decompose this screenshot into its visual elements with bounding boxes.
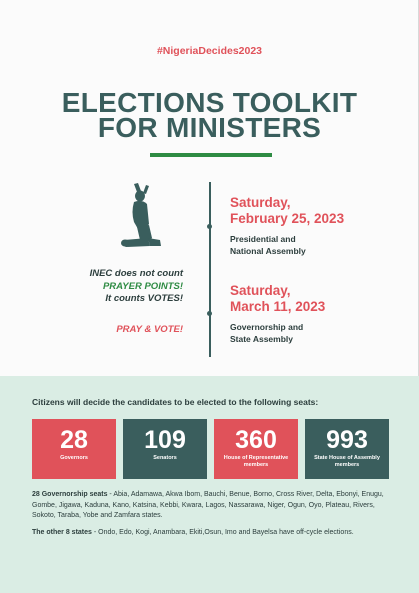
off-cycle-lead: The other 8 states <box>32 529 92 536</box>
page-title <box>0 87 419 143</box>
title-line-1: ELECTIONS TOOLKIT <box>61 87 358 118</box>
seats-panel <box>0 376 419 593</box>
date-weekday: Saturday, <box>230 195 291 210</box>
stat-number: 360 <box>235 426 277 454</box>
message-line-3: It counts VOTES! <box>105 293 183 304</box>
stat-senators <box>123 419 207 479</box>
seats-intro: Citizens will decide the candidates to be elected to the following seats: <box>32 397 319 407</box>
elections-line: National Assembly <box>230 246 306 256</box>
stat-label: Governors <box>60 455 88 461</box>
title-underline <box>150 153 272 157</box>
timeline-elections-1 <box>230 233 306 257</box>
timeline-dot <box>207 311 212 316</box>
governorship-lead: 28 Governorship seats <box>32 491 108 498</box>
elections-line: State Assembly <box>230 334 293 344</box>
pray-and-vote: PRAY & VOTE! <box>116 324 183 335</box>
date-day: February 25, 2023 <box>230 211 345 226</box>
message-line-1: INEC does not count <box>89 268 183 279</box>
timeline-dot <box>207 224 212 229</box>
date-weekday: Saturday, <box>230 283 291 298</box>
off-cycle-list: - Ondo, Edo, Kogi, Anambara, Ekiti,Osun, Imo and Bayelsa have off-cycle elections. <box>91 529 354 536</box>
stat-reps <box>214 419 298 479</box>
title-line-2: FOR MINISTERS <box>97 112 322 143</box>
off-cycle-states <box>32 528 392 538</box>
governorship-states <box>32 490 392 522</box>
stat-label: State House of Assembly members <box>314 455 380 468</box>
stat-state-assembly <box>305 419 389 479</box>
elections-line: Governorship and <box>230 322 304 332</box>
timeline-line <box>209 182 211 357</box>
elections-line: Presidential and <box>230 234 296 244</box>
date-day: March 11, 2023 <box>230 299 326 314</box>
inec-message <box>60 268 183 306</box>
timeline-date-2 <box>230 283 325 315</box>
timeline-elections-2 <box>230 321 303 345</box>
stat-label: House of Representative members <box>223 455 289 468</box>
stat-number: 28 <box>60 426 88 454</box>
timeline-date-1 <box>230 195 344 227</box>
stat-governors <box>32 419 116 479</box>
stat-label: Senators <box>153 455 177 461</box>
hashtag: #NigeriaDecides2023 <box>156 45 263 57</box>
message-line-2: PRAYER POINTS! <box>102 280 183 292</box>
kneeling-praying-person-icon <box>112 182 166 254</box>
governorship-list: - Abia, Adamawa, Akwa Ibom, Bauchi, Benue, Borno, Cross River, Delta, Ebonyi, Enugu, Gombe, Jigawa, Kaduna, Kano, Katsina, Kebbi, Kwara, Lagos, Nassarawa, Niger, Ogun, Oyo, Plateau, Rivers, Sokoto, Taraba, Yobe and Zamfara states. <box>32 491 384 519</box>
stat-number: 109 <box>144 426 186 454</box>
stat-number: 993 <box>326 426 368 454</box>
